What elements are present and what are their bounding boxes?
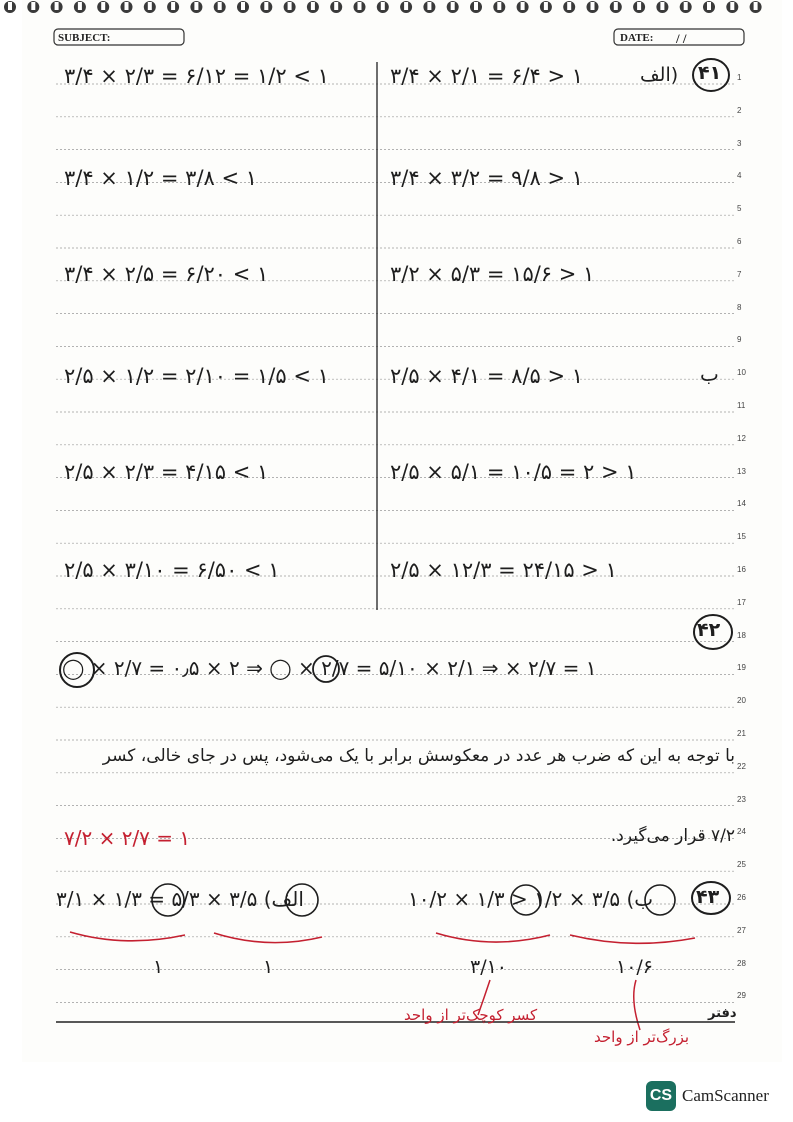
spiral-ring-hole	[78, 2, 82, 10]
line-number: 7	[737, 269, 742, 279]
camscanner-logo: CS	[646, 1081, 676, 1111]
date-value: / /	[676, 31, 687, 46]
part-b-label: ب	[700, 362, 719, 386]
spiral-ring-hole	[358, 2, 362, 10]
line-number: 12	[737, 433, 746, 443]
spiral-ring-hole	[194, 2, 198, 10]
line-number: 6	[737, 237, 742, 246]
spiral-ring-hole	[381, 2, 385, 10]
circle-42-label: ۴۲	[697, 619, 721, 641]
line-number: 14	[737, 499, 746, 509]
spiral-ring-hole	[544, 2, 548, 10]
spiral-ring-hole	[614, 2, 618, 10]
line-number: 20	[737, 696, 746, 706]
line-number: 17	[737, 597, 746, 607]
row1-right: ۳/۴ × ۲/۱ = ۶/۴ > ۱	[390, 64, 584, 88]
spiral-ring-hole	[101, 2, 105, 10]
camscanner-text: CamScanner	[682, 1086, 769, 1105]
line-number: 25	[737, 860, 746, 870]
row6-left: ۲/۵ × ۳/۱۰ = ۶/۵۰ < ۱	[64, 558, 280, 582]
line-number: 24	[737, 827, 746, 837]
ruled-lines	[56, 84, 735, 1002]
row1-left: ۳/۴ × ۲/۳ = ۶/۱۲ = ۱/۲ < ۱	[64, 64, 329, 88]
line-number: 4	[737, 171, 742, 181]
spiral-ring-hole	[55, 2, 59, 10]
spiral-ring-hole	[497, 2, 501, 10]
spiral-ring-hole	[404, 2, 408, 10]
line-number: 2	[737, 105, 742, 115]
line-number: 16	[737, 565, 746, 574]
part-a-43: الف) ۳/۵ × ۵/۳ = ۱/۳ × ۳/۱	[56, 887, 304, 911]
row5-left: ۲/۵ × ۲/۳ = ۴/۱۵ < ۱	[64, 460, 269, 484]
line-number: 18	[737, 630, 746, 640]
spiral-ring-hole	[31, 2, 35, 10]
spiral-ring-hole	[754, 2, 758, 10]
line-number: 15	[737, 532, 746, 542]
row2-left: ۳/۴ × ۱/۲ = ۳/۸ < ۱	[64, 166, 258, 190]
line-number: 27	[737, 925, 746, 935]
part-a-label: الف)	[640, 64, 679, 86]
spiral-ring-hole	[684, 2, 688, 10]
spiral-ring-hole	[288, 2, 292, 10]
spiral-ring-hole	[148, 2, 152, 10]
part-b-43: ب) ۳/۵ × ۱/۲ < ۱/۳ × ۱۰/۲	[408, 887, 654, 911]
row4-right: ۲/۵ × ۴/۱ = ۸/۵ > ۱	[390, 364, 584, 388]
spiral-ring-hole	[660, 2, 664, 10]
equation-42: ◯ × ۲/۷ = ۰٫۵ × ۲ ⇒ ◯ × ۲/۷ = ۵/۱۰ × ۲/۱ ⇒ × ۲/۷ = ۱	[62, 656, 597, 680]
row6-right: ۲/۵ × ۱۲/۳ = ۲۴/۱۵ > ۱	[390, 558, 617, 582]
line-number: 10	[737, 368, 746, 378]
spiral-binding	[4, 1, 762, 13]
note-small: کسر کوچک‌تر از واحد	[404, 1006, 538, 1024]
spiral-ring-hole	[451, 2, 455, 10]
line-number: 13	[737, 466, 746, 476]
row2-right: ۳/۴ × ۳/۲ = ۹/۸ > ۱	[390, 166, 584, 190]
part-b-result-1: ۳/۱۰	[470, 956, 508, 978]
spiral-ring-hole	[521, 2, 525, 10]
notebook-stamp: دفتر	[708, 1006, 737, 1021]
line-number: 3	[737, 138, 742, 148]
spiral-ring-hole	[474, 2, 478, 10]
explanation-line-2: ۷/۲ قرار می‌گیرد.	[610, 826, 735, 846]
line-number: 22	[737, 761, 746, 771]
row3-left: ۳/۴ × ۲/۵ = ۶/۲۰ < ۱	[64, 262, 269, 286]
circle-41-label: ۴۱	[698, 62, 722, 84]
spiral-ring-hole	[125, 2, 129, 10]
brace-3	[436, 933, 550, 942]
brace-2	[214, 933, 322, 943]
date-label: DATE:	[620, 32, 654, 44]
brace-1	[70, 932, 185, 941]
spiral-ring-hole	[334, 2, 338, 10]
brace-4	[570, 935, 695, 943]
line-number: 28	[737, 958, 746, 968]
line-number: 19	[737, 663, 746, 673]
spiral-ring-hole	[241, 2, 245, 10]
spiral-ring-hole	[218, 2, 222, 10]
line-number: 29	[737, 991, 746, 1001]
row3-right: ۳/۲ × ۵/۳ = ۱۵/۶ > ۱	[390, 262, 595, 286]
spiral-ring-hole	[707, 2, 711, 10]
line-number: 23	[737, 794, 746, 804]
line-number: 11	[737, 401, 746, 410]
spiral-ring-hole	[171, 2, 175, 10]
check-42: ۷/۲ × ۲/۷ = ۱	[64, 826, 191, 850]
part-a-result-1: ۱	[153, 956, 164, 978]
line-number: 1	[737, 73, 742, 82]
line-number: 9	[737, 335, 742, 345]
spiral-ring-hole	[567, 2, 571, 10]
note-big: بزرگ‌تر از واحد	[594, 1028, 690, 1046]
explanation-line-1: با توجه به این که ضرب هر عدد در معکوسش برابر با یک می‌شود، پس در جای خالی، کسر	[102, 746, 735, 766]
spiral-ring-hole	[637, 2, 641, 10]
spiral-ring-hole	[264, 2, 268, 10]
spiral-ring-hole	[427, 2, 431, 10]
part-b-result-2: ۱۰/۶	[616, 956, 654, 978]
spiral-ring-hole	[591, 2, 595, 10]
line-number: 21	[737, 729, 746, 738]
row4-left: ۲/۵ × ۱/۲ = ۲/۱۰ = ۱/۵ < ۱	[64, 364, 329, 388]
line-number: 26	[737, 893, 746, 902]
spiral-ring-hole	[730, 2, 734, 10]
row5-right: ۲/۵ × ۵/۱ = ۱۰/۵ = ۲ > ۱	[390, 460, 637, 484]
circle-43-label: ۴۳	[696, 886, 720, 908]
spiral-ring-hole	[311, 2, 315, 10]
camscanner-watermark	[646, 1080, 769, 1112]
part-a-result-2: ۱	[263, 956, 274, 978]
line-number: 5	[737, 204, 742, 214]
line-number: 8	[737, 302, 742, 312]
subject-label: SUBJECT:	[58, 32, 111, 44]
spiral-ring-hole	[8, 2, 12, 10]
